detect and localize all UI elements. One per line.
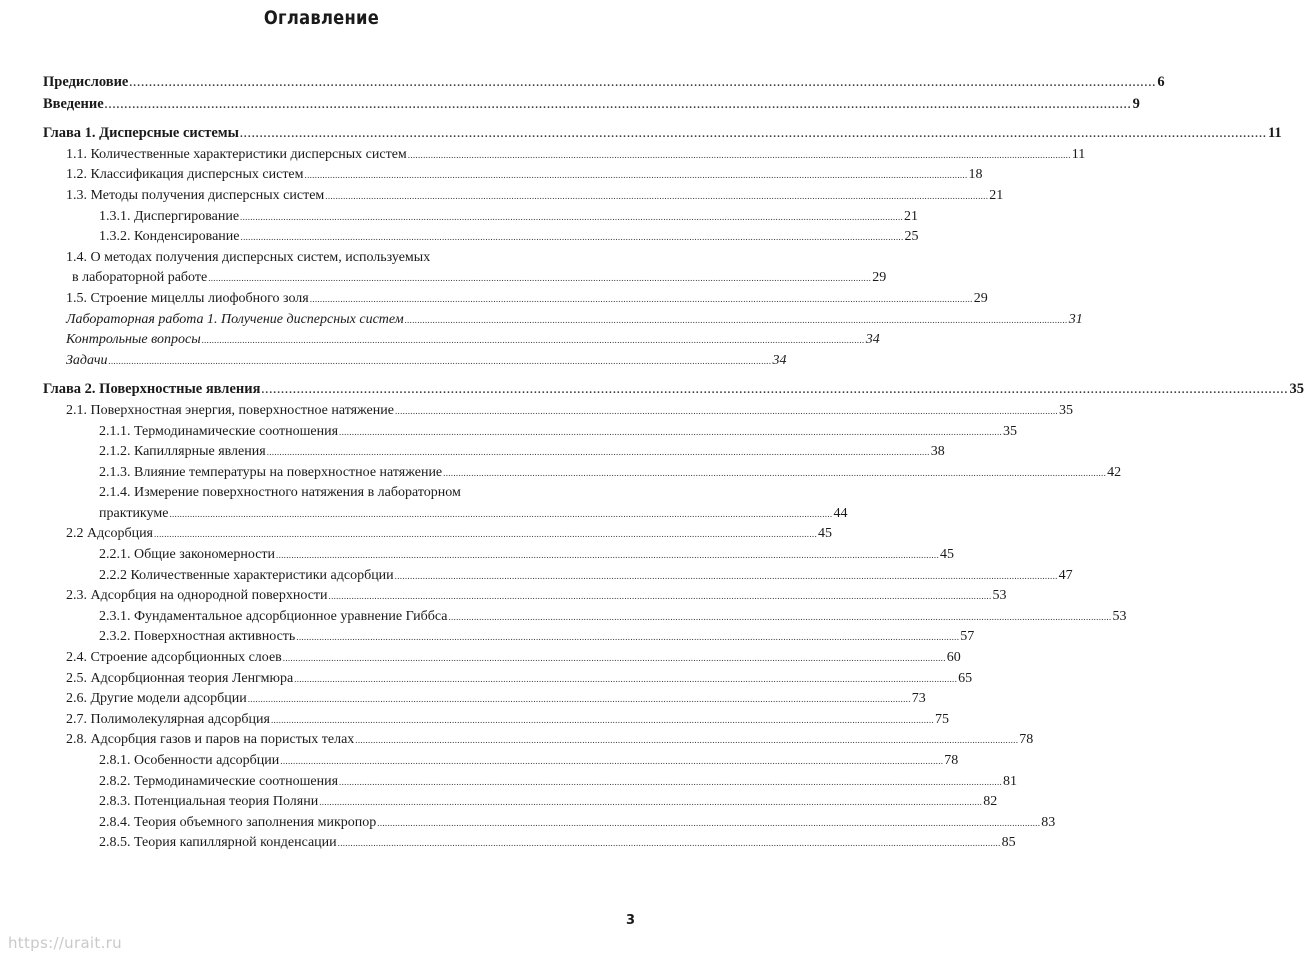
toc-entry-label-line2 [43,504,848,525]
toc-entry-page: 38 [930,444,945,460]
toc-entry-page: 35 [1003,423,1018,439]
toc-entry-section[interactable] [43,710,949,731]
toc-entry-page: 21 [989,187,1004,203]
table-of-contents [43,72,1304,854]
toc-entry-subsection[interactable] [43,566,1073,587]
toc-entry-label: 2.4. Строение адсорбционных слоев [66,650,282,666]
toc-entry-label: 1.2. Классификация дисперсных систем [66,167,304,183]
toc-entry-page: 83 [1041,814,1056,830]
toc-entry-page: 65 [958,670,973,686]
toc-entry-section[interactable] [43,289,988,310]
toc-entry-page: 6 [1157,74,1165,90]
toc-entry-section[interactable] [43,186,1004,207]
toc-entry-label: 1.1. Количественные характеристики дисперсных систем [66,146,407,162]
toc-entry-label: 2.3.1. Фундаментальное адсорбционное уравнение Гиббса [99,608,448,624]
toc-entry-page: 35 [1289,381,1304,398]
toc-entry-section-wrapped[interactable] [43,248,887,289]
leader-dots [339,422,1002,443]
toc-entry-page: 44 [833,505,848,521]
toc-entry-label: 2.1. Поверхностная энергия, поверхностное натяжение [66,402,394,418]
toc-entry-section[interactable] [43,401,1073,422]
toc-entry-page: 75 [934,711,949,727]
toc-entry-subsection[interactable] [43,607,1127,628]
toc-entry-section[interactable] [43,669,973,690]
toc-entry-label: 1.3. Методы получения дисперсных систем [66,187,325,203]
toc-entry-section[interactable] [43,145,1086,166]
leader-dots [319,792,982,813]
leader-dots [395,401,1058,422]
leader-dots [280,751,943,772]
toc-entry-page: 21 [904,208,919,224]
toc-entry-page: 82 [983,794,998,810]
toc-entry-page: 42 [1107,464,1122,480]
leader-dots [329,586,992,607]
toc-entry-label: 2.1.3. Влияние температуры на поверхностное натяжение [99,464,443,480]
toc-entry-page: 57 [960,629,975,645]
toc-entry-label: 2.7. Полимолекулярная адсорбция [66,711,270,727]
toc-entry-label: Введение [43,95,104,112]
toc-entry-label: 1.3.2. Конденсирование [99,229,240,245]
leader-dots [105,95,1132,116]
toc-entry-page: 45 [818,526,832,542]
toc-entry-subsection[interactable] [43,772,1018,793]
leader-dots [271,710,934,731]
leader-dots [305,165,968,186]
toc-entry-label: 2.6. Другие модели адсорбции [66,691,247,707]
toc-entry-subsection-wrapped[interactable] [43,483,848,524]
toc-entry-label: Лабораторная работа 1. Получение дисперсных систем [66,311,404,327]
toc-entry-page: 81 [1003,773,1018,789]
leader-dots [443,463,1106,484]
toc-entry-page: 60 [946,650,961,666]
leader-dots [296,627,959,648]
toc-entry-page: 78 [1019,732,1034,748]
toc-entry-page: 53 [992,588,1007,604]
toc-entry-page: 73 [911,691,926,707]
leader-dots [448,607,1111,628]
toc-entry-label: 2.8.5. Теория капиллярной конденсации [99,835,337,851]
leader-dots [248,689,911,710]
toc-entry-label: 2.8.1. Особенности адсорбции [99,753,280,768]
watermark: https://urait.ru [8,934,122,952]
leader-dots [283,648,946,669]
leader-dots [377,813,1040,834]
toc-entry-label: 2.2.2 Количественные характеристики адсорбции [99,567,394,583]
toc-entry-label-line2 [43,268,887,289]
leader-dots [339,772,1002,793]
leader-dots [154,524,817,545]
leader-dots [240,124,1267,145]
toc-entry-label: Глава 1. Дисперсные системы [43,125,239,142]
toc-entry-label: 2.1.1. Термодинамические соотношения [99,423,339,439]
toc-entry-subsection[interactable] [43,627,975,648]
toc-entry-label-line1: 1.4. О методах получения дисперсных систем, используемых [66,249,431,265]
toc-entry-page: 31 [1068,311,1083,327]
leader-dots [338,833,1001,854]
toc-entry-label: 2.5. Адсорбционная теория Ленгмюра [66,670,294,686]
toc-entry-label: 2.8. Адсорбция газов и паров на пористых телах [66,732,355,748]
leader-dots [169,504,832,525]
leader-dots [109,351,772,372]
leader-dots [129,73,1156,94]
toc-entry-page: 78 [944,753,959,768]
toc-entry-subsection[interactable] [43,813,1056,834]
page-number: 3 [625,913,635,928]
leader-dots [267,442,930,463]
leader-dots [405,310,1068,331]
leader-dots [276,545,939,566]
leader-dots [261,380,1288,401]
toc-entry-chapter-1[interactable] [43,123,1282,145]
toc-entry-page: 85 [1001,835,1016,851]
toc-entry-subsection[interactable] [43,227,919,248]
toc-entry-section[interactable] [43,586,1007,607]
toc-entry-label: 2.1.2. Капиллярные явления [99,444,266,460]
toc-entry-chapter-2[interactable] [43,379,1304,401]
toc-entry-label: Контрольные вопросы [66,332,201,348]
leader-dots [395,566,1058,587]
toc-entry-label-line1: 2.1.4. Измерение поверхностного натяжения в лабораторном [99,485,461,501]
leader-dots [241,227,904,248]
toc-entry-subsection[interactable] [43,442,945,463]
toc-entry-subsection[interactable] [43,792,998,813]
toc-entry-page: 11 [1071,146,1086,162]
toc-entry-page: 18 [968,167,983,183]
leader-dots [408,145,1071,166]
toc-entry-page: 47 [1058,567,1073,583]
leader-dots [294,669,957,690]
toc-entry-label: 2.2 Адсорбция [66,526,153,542]
toc-entry-problems[interactable] [43,351,787,372]
toc-entry-page: 25 [904,229,919,245]
toc-entry-subsection[interactable] [43,422,1018,443]
toc-entry-subsection[interactable] [43,463,1122,484]
toc-entry-page: 11 [1267,125,1282,142]
page-title: Оглавление [263,7,380,29]
toc-entry-page: 29 [872,270,887,286]
leader-dots [325,186,988,207]
toc-entry-label: 2.8.3. Потенциальная теория Поляни [99,794,319,810]
toc-entry-page: 35 [1058,402,1073,418]
toc-entry-label: практикуме [99,505,169,521]
toc-entry-section[interactable] [43,165,983,186]
toc-entry-page: 34 [772,352,787,368]
toc-entry-subsection[interactable] [43,207,919,228]
leader-dots [202,330,865,351]
toc-entry-label: Глава 2. Поверхностные явления [43,381,261,398]
toc-entry-subsection[interactable] [43,545,955,566]
toc-entry-section[interactable] [43,730,1034,751]
leader-dots [240,207,903,228]
toc-entry-page: 9 [1132,95,1140,112]
toc-entry-page: 45 [940,547,955,563]
toc-entry-label: 2.2.1. Общие закономерности [99,547,276,563]
toc-entry-page: 34 [865,332,880,348]
toc-entry-preface[interactable] [43,72,1165,94]
leader-dots [355,730,1018,751]
toc-entry-page: 53 [1112,608,1127,624]
toc-entry-label: 2.3. Адсорбция на однородной поверхности [66,588,328,604]
toc-entry-label: 1.5. Строение мицеллы лиофобного золя [66,290,309,306]
toc-entry-lab-work[interactable] [43,310,1083,331]
toc-entry-section[interactable] [43,689,926,710]
toc-entry-label: Задачи [66,352,108,368]
toc-entry-label: 2.3.2. Поверхностная активность [99,629,296,645]
toc-entry-label: 2.8.4. Теория объемного заполнения микропор [99,814,377,830]
toc-entry-label: 1.3.1. Диспергирование [99,208,240,224]
leader-dots [310,289,973,310]
toc-entry-label: 2.8.2. Термодинамические соотношения [99,773,339,789]
toc-entry-label: Предисловие [43,74,129,90]
toc-entry-section[interactable] [43,524,832,545]
toc-entry-subsection[interactable] [43,833,1016,854]
toc-entry-control-questions[interactable] [43,330,880,351]
toc-entry-introduction[interactable] [43,94,1140,116]
toc-entry-subsection[interactable] [43,751,959,772]
toc-entry-section[interactable] [43,648,961,669]
toc-entry-page: 29 [973,290,988,306]
toc-entry-label: в лабораторной работе [72,270,208,286]
leader-dots [208,268,871,289]
